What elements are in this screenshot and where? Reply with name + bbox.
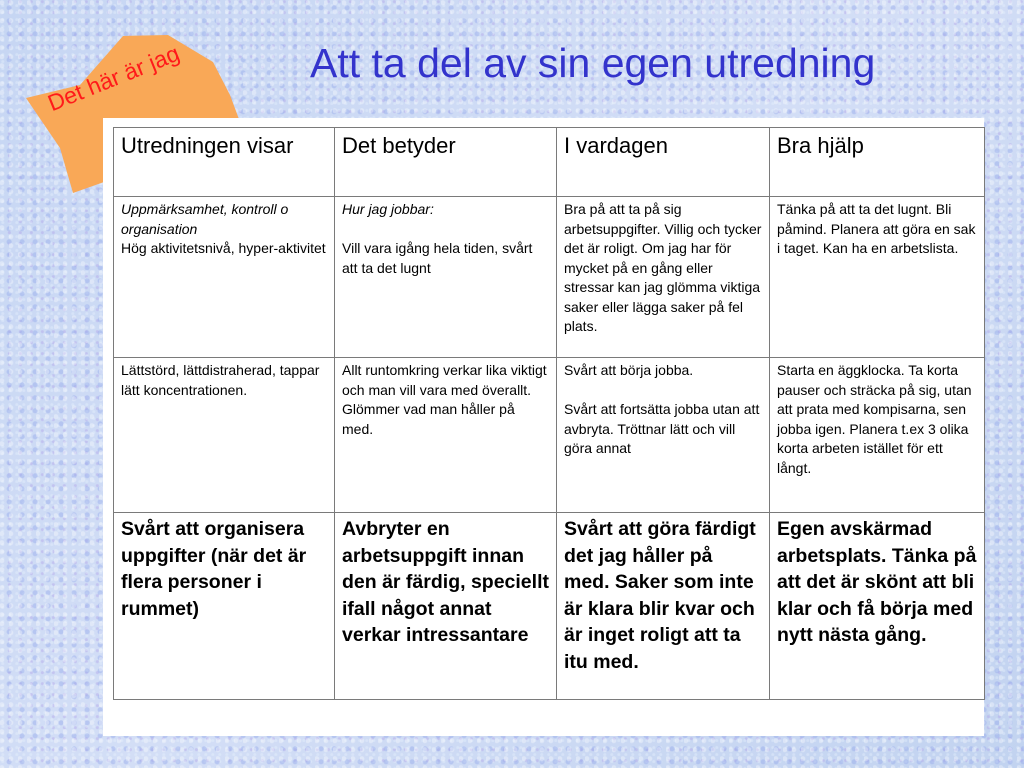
table-cell: Svårt att organisera uppgifter (när det är flera personer i rummet) [114,513,335,700]
table-cell [114,358,335,513]
info-table [113,127,985,700]
table-cell [335,358,557,513]
table-cell [114,197,335,358]
badge-label: Det här är jag [44,39,183,117]
table-cell [557,197,770,358]
table-header-row [114,128,985,197]
column-header: Bra hjälp [770,128,985,197]
table-cell: Svårt att göra färdigt det jag håller på med. Saker som inte är klara blir kvar och är inget roligt att ta itu med. [557,513,770,700]
table-cell [770,358,985,513]
cell-text: Vill vara igång hela tiden, svårt att ta det lugnt [342,240,533,276]
column-header: I vardagen [557,128,770,197]
table-cell: Egen avskärmad arbetsplats. Tänka på att det är skönt att bli klar och få börja med nytt nästa gång. [770,513,985,700]
cell-text: Hög aktivitetsnivå, hyper-aktivitet [121,240,326,256]
table-cell [770,197,985,358]
cell-text: Lättstörd, lättdistraherad, tappar lätt koncentrationen. [121,362,320,398]
cell-text: Svårt att fortsätta jobba utan att avbryta. Tröttnar lätt och vill göra annat [564,401,760,456]
cell-text: Starta en äggklocka. Ta korta pauser och sträcka på sig, utan att prata med kompisarna, sen jobba igen. Planera t.ex 3 olika korta arbeten istället för ett långt. [777,362,972,476]
cell-text: Svårt att börja jobba. [564,362,694,378]
cell-italic-text: Uppmärksamhet, kontroll o organisation [121,201,289,237]
cell-text: Bra på att ta på sig arbetsuppgifter. Villig och tycker det är roligt. Om jag har för mycket på en gång eller stressar kan jag glömma viktiga saker eller lägga saker på fel plats. [564,201,762,334]
cell-text: Tänka på att ta det lugnt. Bli påmind. Planera att göra en sak i taget. Kan ha en arbetslista. [777,201,976,256]
table-cell [335,197,557,358]
column-header: Det betyder [335,128,557,197]
table-row [114,197,985,358]
cell-italic-text: Hur jag jobbar: [342,201,434,217]
page-title: Att ta del av sin egen utredning [310,40,876,86]
table-cell: Avbryter en arbetsuppgift innan den är färdig, speciellt ifall något annat verkar intressantare [335,513,557,700]
column-header: Utredningen visar [114,128,335,197]
cell-text: Allt runtomkring verkar lika viktigt och man vill vara med överallt. Glömmer vad man håller på med. [342,362,547,437]
table-row [114,358,985,513]
table-row [114,513,985,700]
table-cell [557,358,770,513]
